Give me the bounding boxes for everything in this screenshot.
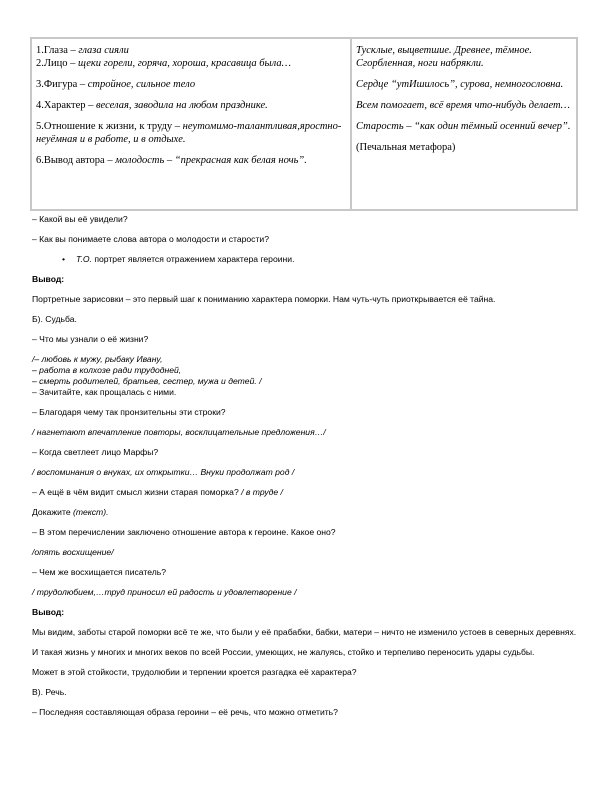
question: – Благодаря чему так пронзительны эти строки? bbox=[32, 407, 226, 417]
question: – Последняя составляющая образа героини – её речь, что можно отметить? bbox=[32, 707, 338, 717]
list-item: – работа в колхозе ради трудодней, bbox=[32, 365, 182, 375]
question: – Какой вы её увидели? bbox=[32, 214, 128, 224]
table-row: (Печальная метафора) bbox=[356, 142, 456, 153]
conclusion-heading: Вывод: bbox=[32, 274, 65, 284]
paragraph: И такая жизнь у многих и многих веков по всей России, умеющих, не жалуясь, стойко и терпеливо переносить удары судьбы. bbox=[32, 647, 535, 657]
list-item: /– любовь к мужу, рыбаку Ивану, bbox=[32, 354, 163, 364]
answer: / трудолюбием,…труд приносил ей радость и удовлетворение / bbox=[32, 587, 297, 597]
instruction: Докажите (текст). bbox=[32, 507, 109, 517]
table-row: Всем помогает, всё время что-нибудь делает… bbox=[356, 100, 570, 111]
question: – Что мы узнали о её жизни? bbox=[32, 334, 149, 344]
question: – А ещё в чём видит смысл жизни старая поморка? / в труде / bbox=[32, 487, 283, 497]
document-body bbox=[32, 214, 584, 727]
table-row: 5.Отношение к жизни, к труду – неутомимо-талантливая,яростно-неуёмная и в работе, и в отдыхе. bbox=[36, 121, 342, 145]
section-heading: В). Речь. bbox=[32, 687, 67, 697]
paragraph: Мы видим, заботы старой поморки всё те же, что были у её прабабки, бабки, матери – ничто не изменило устоев в северных деревнях. bbox=[32, 627, 577, 637]
comparison-table bbox=[30, 37, 578, 211]
question: – Как вы понимаете слова автора о молодости и старости? bbox=[32, 234, 269, 244]
answer: / воспоминания о внуках, их открытки… Внуки продолжат род / bbox=[32, 467, 295, 477]
answer: /опять восхищение/ bbox=[32, 547, 114, 557]
table-row: 6.Вывод автора – молодость – “прекрасная как белая ночь”. bbox=[36, 155, 307, 166]
bullet-item: • Т.О. портрет является отражением характера героини. bbox=[32, 254, 584, 265]
table-row: 1.Глаза – глаза сияли bbox=[36, 45, 129, 56]
table-row: 4.Характер – веселая, заводила на любом празднике. bbox=[36, 100, 268, 111]
conclusion-heading: Вывод: bbox=[32, 607, 65, 617]
table-row: 3.Фигура – стройное, сильное тело bbox=[36, 79, 196, 90]
paragraph: Портретные зарисовки – это первый шаг к пониманию характера поморки. Нам чуть-чуть приоткрывается её тайна. bbox=[32, 294, 496, 304]
table-row: Тусклые, выцветшие. Древнее, тёмное. Сгорбленная, ноги набрякли. bbox=[356, 45, 532, 69]
answer: / нагнетают впечатление повторы, восклицательные предложения…/ bbox=[32, 427, 326, 437]
table-row: Старость – “как один тёмный осенний вечер”. bbox=[356, 121, 571, 132]
question: – Когда светлеет лицо Марфы? bbox=[32, 447, 159, 457]
table-row: Сердце “утИшилось”, сурова, немногословна. bbox=[356, 79, 564, 90]
table-row: 2.Лицо – щеки горели, горяча, хороша, красавица была… bbox=[36, 58, 291, 69]
table-column-old-age bbox=[352, 39, 576, 209]
table-column-youth bbox=[32, 39, 352, 209]
list-item: – Зачитайте, как прощалась с ними. bbox=[32, 387, 177, 397]
question: – В этом перечислении заключено отношение автора к героине. Какое оно? bbox=[32, 527, 336, 537]
list-item: – смерть родителей, братьев, сестер, мужа и детей. / bbox=[32, 376, 262, 386]
section-heading: Б). Судьба. bbox=[32, 314, 77, 324]
paragraph: Может в этой стойкости, трудолюбии и терпении кроется разгадка её характера? bbox=[32, 667, 357, 677]
question: – Чем же восхищается писатель? bbox=[32, 567, 166, 577]
